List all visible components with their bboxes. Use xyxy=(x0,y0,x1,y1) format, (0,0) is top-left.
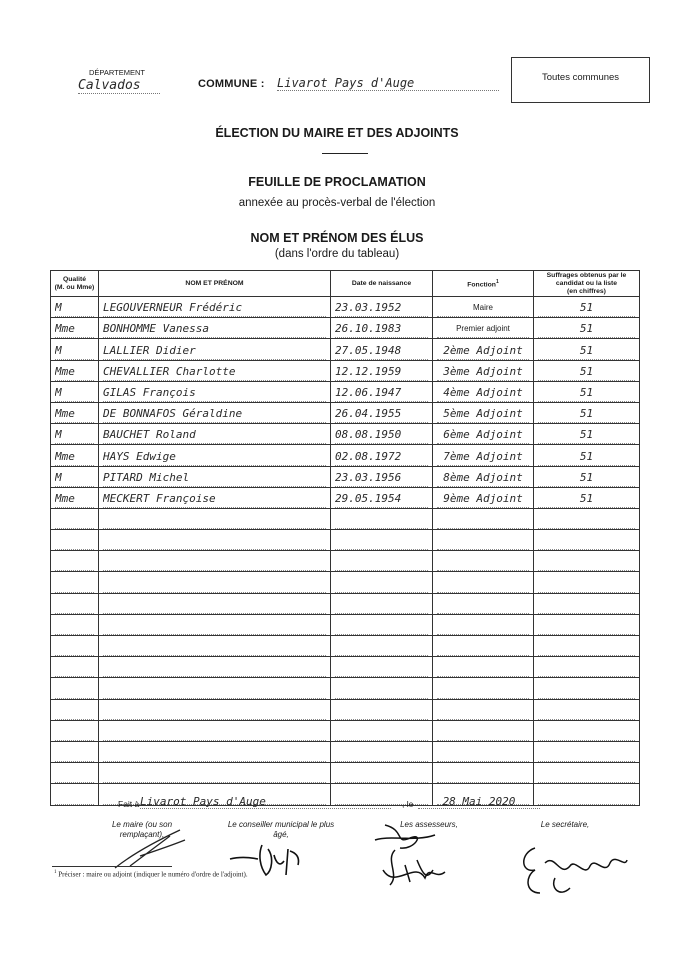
cell-empty xyxy=(99,657,331,678)
cell-empty xyxy=(99,741,331,762)
cell-empty xyxy=(99,530,331,551)
sig-maire-label: Le maire (ou son remplaçant), xyxy=(111,820,173,839)
cell-empty xyxy=(51,784,99,805)
commune-category-text: Toutes communes xyxy=(541,72,620,83)
cell-empty xyxy=(433,530,534,551)
cell-date xyxy=(331,402,433,423)
cell-empty-value xyxy=(55,619,94,635)
cell-suffrages-value: 51 xyxy=(538,365,635,381)
cell-empty-value xyxy=(103,725,326,741)
cell-empty xyxy=(99,508,331,529)
cell-empty-value xyxy=(55,789,94,805)
cell-empty-value xyxy=(335,746,428,762)
cell-qualite xyxy=(51,402,99,423)
cell-empty-value xyxy=(335,598,428,614)
cell-suffrages-value: 51 xyxy=(538,344,635,360)
commune-value: Livarot Pays d'Auge xyxy=(277,76,499,91)
cell-suffrages-value: 51 xyxy=(538,301,635,317)
cell-empty-value xyxy=(335,640,428,656)
cell-empty xyxy=(433,593,534,614)
elus-subtitle: (dans l'ordre du tableau) xyxy=(274,248,400,260)
sig-secretaire-label: Le secrétaire, xyxy=(540,820,590,829)
cell-date-value: 26.10.1983 xyxy=(335,322,428,338)
cell-empty xyxy=(534,678,640,699)
cell-nom xyxy=(99,402,331,423)
table-row xyxy=(51,402,640,423)
cell-suffrages-value: 51 xyxy=(538,322,635,338)
cell-suffrages xyxy=(534,318,640,339)
cell-empty-value xyxy=(55,640,94,656)
cell-empty-value xyxy=(55,746,94,762)
cell-empty xyxy=(331,508,433,529)
cell-empty xyxy=(99,551,331,572)
cell-empty-value xyxy=(437,767,529,783)
cell-empty-value xyxy=(55,767,94,783)
cell-nom-value: PITARD Michel xyxy=(103,471,326,487)
cell-empty-value xyxy=(335,767,428,783)
cell-empty xyxy=(99,614,331,635)
cell-suffrages xyxy=(534,360,640,381)
cell-empty xyxy=(433,508,534,529)
cell-date-value: 29.05.1954 xyxy=(335,492,428,508)
proclamation-title: FEUILLE DE PROCLAMATION xyxy=(248,175,426,189)
cell-empty-value xyxy=(103,619,326,635)
cell-fonction xyxy=(433,424,534,445)
proclamation-subtitle: annexée au procès-verbal de l'élection xyxy=(238,197,436,209)
cell-empty-value xyxy=(55,598,94,614)
cell-nom xyxy=(99,339,331,360)
election-title: ÉLECTION DU MAIRE ET DES ADJOINTS xyxy=(215,126,459,140)
cell-nom-value: CHEVALLIER Charlotte xyxy=(103,365,326,381)
cell-empty xyxy=(433,678,534,699)
cell-empty-value xyxy=(55,661,94,677)
cell-nom-value: GILAS François xyxy=(103,386,326,402)
cell-empty xyxy=(433,636,534,657)
table-row xyxy=(51,424,640,445)
cell-suffrages-value: 51 xyxy=(538,428,635,444)
cell-fonction xyxy=(433,297,534,318)
cell-empty xyxy=(99,763,331,784)
header-fonction: Fonction$^1$ xyxy=(433,271,534,297)
cell-empty xyxy=(534,720,640,741)
empty-table-row xyxy=(51,636,640,657)
fait-place: Livarot Pays d'Auge xyxy=(140,795,391,809)
cell-date xyxy=(331,445,433,466)
cell-suffrages-value: 51 xyxy=(538,471,635,487)
cell-empty-value xyxy=(538,513,635,529)
cell-date xyxy=(331,466,433,487)
cell-suffrages xyxy=(534,297,640,318)
table-row xyxy=(51,445,640,466)
cell-empty-value xyxy=(538,598,635,614)
cell-empty-value xyxy=(538,577,635,593)
cell-fonction xyxy=(433,466,534,487)
cell-qualite xyxy=(51,487,99,508)
cell-empty xyxy=(331,699,433,720)
commune-label: COMMUNE : xyxy=(198,78,265,90)
cell-nom xyxy=(99,487,331,508)
cell-empty-value xyxy=(103,577,326,593)
footnote-marker: 1 xyxy=(495,278,499,285)
cell-date xyxy=(331,339,433,360)
cell-qualite xyxy=(51,318,99,339)
cell-empty-value xyxy=(437,598,529,614)
cell-empty xyxy=(331,614,433,635)
cell-nom xyxy=(99,381,331,402)
cell-empty xyxy=(99,593,331,614)
empty-table-row xyxy=(51,678,640,699)
cell-nom xyxy=(99,318,331,339)
cell-empty-value xyxy=(437,661,529,677)
cell-empty xyxy=(534,763,640,784)
cell-empty-value xyxy=(538,555,635,571)
footnote: $^1$ Préciser : maire ou adjoint (indiquer le numéro d'ordre de l'adjoint). xyxy=(54,870,248,879)
cell-empty xyxy=(51,720,99,741)
cell-empty-value xyxy=(437,577,529,593)
cell-empty xyxy=(51,508,99,529)
cell-date xyxy=(331,424,433,445)
cell-empty-value xyxy=(335,725,428,741)
table-row xyxy=(51,318,640,339)
cell-empty-value xyxy=(55,704,94,720)
cell-empty xyxy=(534,551,640,572)
cell-nom xyxy=(99,424,331,445)
cell-suffrages xyxy=(534,339,640,360)
cell-empty-value xyxy=(103,513,326,529)
cell-suffrages-value: 51 xyxy=(538,407,635,423)
cell-fonction xyxy=(433,402,534,423)
cell-empty xyxy=(433,614,534,635)
cell-nom xyxy=(99,297,331,318)
cell-empty-value xyxy=(103,704,326,720)
cell-empty-value xyxy=(437,746,529,762)
cell-empty xyxy=(99,699,331,720)
cell-fonction xyxy=(433,318,534,339)
cell-empty xyxy=(51,636,99,657)
cell-date-value: 23.03.1956 xyxy=(335,471,428,487)
le-label: , le xyxy=(402,799,414,809)
cell-empty xyxy=(99,572,331,593)
cell-empty xyxy=(433,551,534,572)
cell-empty xyxy=(433,572,534,593)
cell-date-value: 27.05.1948 xyxy=(335,344,428,360)
cell-fonction-value: 5ème Adjoint xyxy=(437,407,529,423)
cell-empty-value xyxy=(55,513,94,529)
cell-empty-value xyxy=(55,555,94,571)
cell-empty-value xyxy=(55,534,94,550)
cell-empty-value xyxy=(538,725,635,741)
cell-date xyxy=(331,360,433,381)
signature-assesseurs xyxy=(355,820,465,895)
cell-empty xyxy=(433,699,534,720)
cell-date-value: 12.12.1959 xyxy=(335,365,428,381)
cell-qualite-value: Mme xyxy=(55,492,94,508)
cell-suffrages-value: 51 xyxy=(538,450,635,466)
header-qualite: Qualité (M. ou Mme) xyxy=(51,271,99,297)
cell-empty xyxy=(99,678,331,699)
cell-suffrages xyxy=(534,381,640,402)
cell-empty-value xyxy=(437,725,529,741)
fait-label: Fait à xyxy=(118,799,140,809)
cell-suffrages xyxy=(534,487,640,508)
table-row xyxy=(51,297,640,318)
cell-empty xyxy=(331,530,433,551)
cell-date-value: 26.04.1955 xyxy=(335,407,428,423)
cell-nom xyxy=(99,445,331,466)
cell-suffrages xyxy=(534,466,640,487)
cell-date xyxy=(331,381,433,402)
cell-empty-value xyxy=(103,555,326,571)
cell-empty-value xyxy=(55,683,94,699)
cell-empty-value xyxy=(538,661,635,677)
cell-nom-value: LALLIER Didier xyxy=(103,344,326,360)
cell-qualite xyxy=(51,297,99,318)
cell-empty-value xyxy=(538,640,635,656)
cell-empty xyxy=(534,572,640,593)
cell-empty-value xyxy=(103,683,326,699)
empty-table-row xyxy=(51,508,640,529)
cell-empty-value xyxy=(437,513,529,529)
cell-empty-value xyxy=(538,619,635,635)
cell-suffrages xyxy=(534,445,640,466)
departement-value: Calvados xyxy=(78,78,160,94)
cell-empty-value xyxy=(437,683,529,699)
header-nom: NOM ET PRÉNOM xyxy=(99,271,331,297)
cell-qualite-value: Mme xyxy=(55,322,94,338)
cell-empty-value xyxy=(538,789,635,805)
cell-empty xyxy=(51,657,99,678)
cell-fonction xyxy=(433,381,534,402)
cell-empty xyxy=(99,720,331,741)
cell-qualite-value: M xyxy=(55,386,94,402)
cell-empty xyxy=(534,657,640,678)
table-row xyxy=(51,466,640,487)
cell-empty xyxy=(433,741,534,762)
header-date: Date de naissance xyxy=(331,271,433,297)
cell-empty-value xyxy=(335,619,428,635)
empty-table-row xyxy=(51,720,640,741)
cell-empty xyxy=(331,593,433,614)
cell-fonction-value: Premier adjoint xyxy=(437,322,529,338)
cell-date xyxy=(331,318,433,339)
cell-date xyxy=(331,297,433,318)
empty-table-row xyxy=(51,699,640,720)
cell-empty-value xyxy=(55,725,94,741)
cell-fonction-value: 4ème Adjoint xyxy=(437,386,529,402)
cell-empty-value xyxy=(437,555,529,571)
cell-nom-value: MECKERT Françoise xyxy=(103,492,326,508)
cell-qualite-value: M xyxy=(55,428,94,444)
cell-empty-value xyxy=(437,640,529,656)
cell-empty-value xyxy=(538,767,635,783)
empty-table-row xyxy=(51,614,640,635)
cell-fonction-value: 8ème Adjoint xyxy=(437,471,529,487)
cell-empty-value xyxy=(103,598,326,614)
cell-nom-value: HAYS Edwige xyxy=(103,450,326,466)
cell-date xyxy=(331,487,433,508)
cell-fonction xyxy=(433,360,534,381)
cell-empty-value xyxy=(335,683,428,699)
cell-qualite xyxy=(51,424,99,445)
table-row xyxy=(51,381,640,402)
empty-table-row xyxy=(51,657,640,678)
cell-fonction xyxy=(433,445,534,466)
cell-empty xyxy=(534,636,640,657)
cell-empty-value xyxy=(335,661,428,677)
cell-empty xyxy=(51,699,99,720)
cell-empty xyxy=(331,741,433,762)
cell-empty xyxy=(331,636,433,657)
cell-qualite-value: M xyxy=(55,301,94,317)
cell-qualite xyxy=(51,360,99,381)
empty-table-row xyxy=(51,572,640,593)
cell-empty xyxy=(433,720,534,741)
empty-table-row xyxy=(51,551,640,572)
cell-empty-value xyxy=(335,513,428,529)
cell-nom xyxy=(99,360,331,381)
cell-empty xyxy=(51,572,99,593)
cell-empty xyxy=(534,741,640,762)
header-suffrages: Suffrages obtenus par le candidat ou la liste (en chiffres) xyxy=(534,271,640,297)
departement-label: DÉPARTEMENT xyxy=(89,68,145,77)
cell-empty xyxy=(331,551,433,572)
cell-qualite xyxy=(51,466,99,487)
cell-empty-value xyxy=(335,534,428,550)
cell-nom-value: DE BONNAFOS Géraldine xyxy=(103,407,326,423)
sig-conseiller-label: Le conseiller municipal le plus âgé, xyxy=(227,820,335,839)
cell-empty xyxy=(51,593,99,614)
cell-empty-value xyxy=(538,534,635,550)
cell-nom-value: LEGOUVERNEUR Frédéric xyxy=(103,301,326,317)
empty-table-row xyxy=(51,763,640,784)
cell-empty xyxy=(331,720,433,741)
cell-empty-value xyxy=(538,683,635,699)
cell-fonction-value: 2ème Adjoint xyxy=(437,344,529,360)
cell-qualite-value: Mme xyxy=(55,450,94,466)
cell-qualite-value: Mme xyxy=(55,407,94,423)
cell-empty-value xyxy=(538,746,635,762)
cell-empty xyxy=(534,593,640,614)
cell-empty-value xyxy=(335,555,428,571)
cell-empty xyxy=(534,508,640,529)
cell-empty-value xyxy=(437,534,529,550)
elus-table xyxy=(50,270,640,806)
cell-qualite-value: M xyxy=(55,344,94,360)
table-row xyxy=(51,339,640,360)
cell-suffrages xyxy=(534,424,640,445)
cell-date-value: 02.08.1972 xyxy=(335,450,428,466)
cell-date-value: 23.03.1952 xyxy=(335,301,428,317)
cell-suffrages-value: 51 xyxy=(538,492,635,508)
elus-title: NOM ET PRÉNOM DES ÉLUS xyxy=(250,231,424,245)
cell-empty xyxy=(433,763,534,784)
cell-nom-value: BONHOMME Vanessa xyxy=(103,322,326,338)
sig-assesseurs-label: Les assesseurs, xyxy=(400,820,458,829)
cell-empty xyxy=(331,763,433,784)
cell-empty-value xyxy=(103,767,326,783)
cell-empty-value xyxy=(103,746,326,762)
cell-empty-value xyxy=(103,640,326,656)
cell-qualite-value: M xyxy=(55,471,94,487)
cell-empty xyxy=(51,678,99,699)
table-row xyxy=(51,360,640,381)
cell-empty xyxy=(51,614,99,635)
cell-empty xyxy=(51,530,99,551)
footnote-divider xyxy=(52,866,172,867)
cell-empty-value xyxy=(55,577,94,593)
cell-fonction-value: 3ème Adjoint xyxy=(437,365,529,381)
cell-empty xyxy=(99,636,331,657)
cell-qualite xyxy=(51,445,99,466)
fait-date: 28 Mai 2020 xyxy=(418,795,540,809)
cell-empty xyxy=(331,572,433,593)
cell-nom-value: BAUCHET Roland xyxy=(103,428,326,444)
cell-empty xyxy=(51,763,99,784)
cell-fonction-value: 6ème Adjoint xyxy=(437,428,529,444)
title-divider xyxy=(322,153,368,154)
table-row xyxy=(51,487,640,508)
cell-fonction xyxy=(433,487,534,508)
table-header-row xyxy=(51,271,640,297)
cell-empty-value xyxy=(103,534,326,550)
cell-qualite xyxy=(51,339,99,360)
cell-fonction-value: 9ème Adjoint xyxy=(437,492,529,508)
cell-suffrages-value: 51 xyxy=(538,386,635,402)
cell-empty xyxy=(51,741,99,762)
cell-empty-value xyxy=(437,704,529,720)
signature-secretaire xyxy=(515,838,635,903)
cell-empty xyxy=(433,657,534,678)
cell-suffrages xyxy=(534,402,640,423)
cell-fonction-value: 7ème Adjoint xyxy=(437,450,529,466)
cell-empty xyxy=(331,678,433,699)
cell-fonction xyxy=(433,339,534,360)
empty-table-row xyxy=(51,593,640,614)
cell-empty-value xyxy=(335,577,428,593)
cell-empty-value xyxy=(103,661,326,677)
cell-empty-value xyxy=(437,619,529,635)
cell-qualite-value: Mme xyxy=(55,365,94,381)
cell-empty xyxy=(534,614,640,635)
cell-date-value: 12.06.1947 xyxy=(335,386,428,402)
elus-table-body xyxy=(51,297,640,806)
cell-empty xyxy=(51,551,99,572)
empty-table-row xyxy=(51,530,640,551)
cell-date-value: 08.08.1950 xyxy=(335,428,428,444)
cell-empty-value xyxy=(335,704,428,720)
cell-empty xyxy=(534,699,640,720)
cell-empty xyxy=(534,784,640,805)
cell-qualite xyxy=(51,381,99,402)
cell-empty xyxy=(331,657,433,678)
cell-empty xyxy=(534,530,640,551)
empty-table-row xyxy=(51,741,640,762)
cell-empty-value xyxy=(538,704,635,720)
cell-nom xyxy=(99,466,331,487)
cell-fonction-value: Maire xyxy=(437,301,529,317)
